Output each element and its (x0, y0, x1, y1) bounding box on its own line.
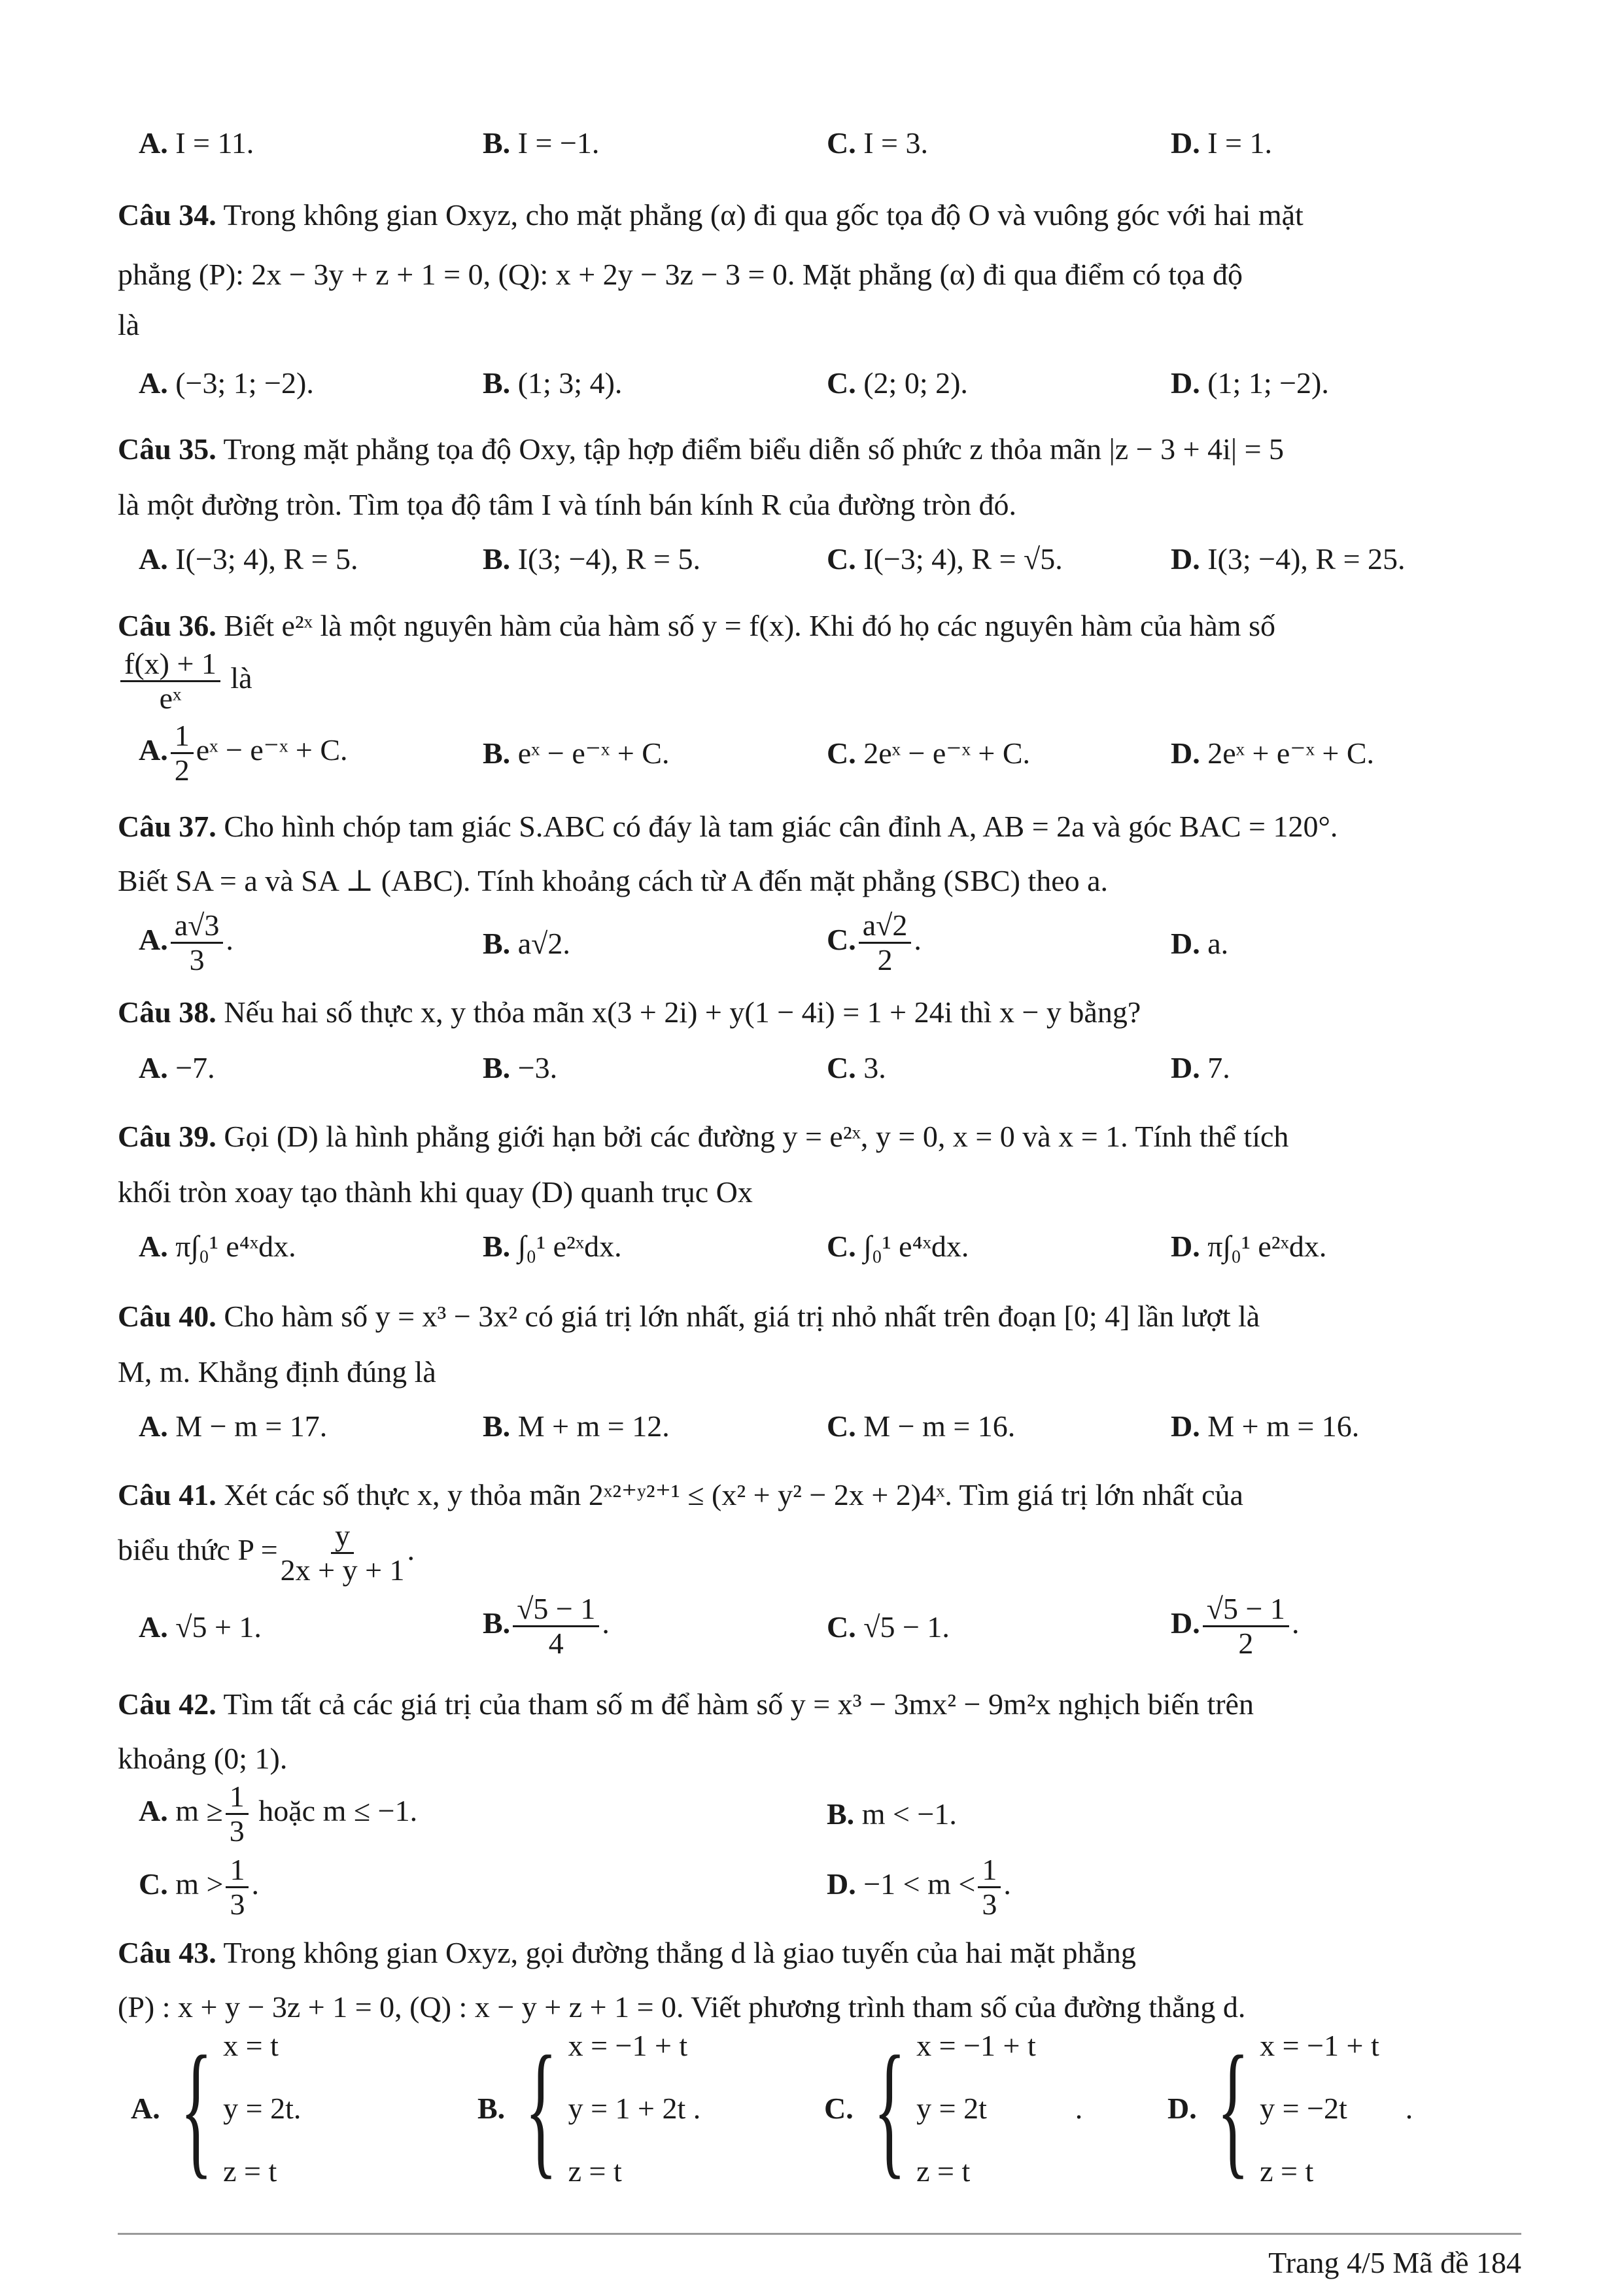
q39-line-1: Câu 39. Gọi (D) là hình phẳng giới hạn bởi các đường y = e²ˣ, y = 0, x = 0 và x = 1. Tính thể tích (118, 1120, 1289, 1153)
q42-line-1: Câu 42. Tìm tất cả các giá trị của tham số m để hàm số y = x³ − 3mx² − 9m²x nghịch biến trên (118, 1687, 1254, 1721)
brace-icon: { (873, 2025, 906, 2192)
q36-option-b: B. eˣ − e⁻ˣ + C. (483, 736, 670, 770)
q41-option-d: D. $\frac{√5 - 1}{2}$ . (1171, 1592, 1300, 1660)
q40-line-1: Câu 40. Cho hàm số y = x³ − 3x² có giá trị lớn nhất, giá trị nhỏ nhất trên đoạn [0; 4] lần lượt là (118, 1300, 1260, 1333)
q43-line-2: (P) : x + y − 3z + 1 = 0, (Q) : x − y + z + 1 = 0. Viết phương trình tham số của đường thẳng d. (118, 1990, 1246, 2024)
q35-option-c: C. I(−3; 4), R = √5. (827, 542, 1063, 576)
q39-option-d: D. π∫₀¹ e²ˣdx. (1171, 1230, 1327, 1263)
q40-line-2: M, m. Khẳng định đúng là (118, 1355, 436, 1389)
fraction: $\frac{y}{2x + y + 1}$ (280, 1519, 405, 1587)
q33-option-c: C. I = 3. (827, 126, 928, 160)
q41-option-a: A. √5 + 1. (139, 1610, 262, 1644)
q35-option-b: B. I(3; −4), R = 5. (483, 542, 700, 576)
q33-option-b: B. I = −1. (483, 126, 600, 160)
equation-system: C. { x = −1 + t y = 2t z = t . (824, 2025, 1083, 2192)
q39-option-c: C. ∫₀¹ e⁴ˣdx. (827, 1230, 969, 1263)
q35-option-a: A. I(−3; 4), R = 5. (139, 542, 358, 576)
q42-option-b: B. m < −1. (827, 1797, 957, 1831)
brace-icon: { (180, 2025, 213, 2192)
q37-option-b: B. a√2. (483, 927, 570, 960)
q43-option-d (1167, 2025, 1413, 2192)
q41-line-1: Câu 41. Xét các số thực x, y thỏa mãn 2ˣ²⁺ʸ²⁺¹ ≤ (x² + y² − 2x + 2)4ˣ. Tìm giá trị lớn nhất của (118, 1478, 1243, 1511)
page-footer: Trang 4/5 Mã đề 184 (1268, 2246, 1521, 2279)
q34-line-1: Câu 34. Trong không gian Oxyz, cho mặt phẳng (α) đi qua gốc tọa độ O và vuông góc với hai mặt (118, 198, 1304, 232)
q38-option-d: D. 7. (1171, 1051, 1230, 1084)
fraction: $\frac{1}{2}$ (171, 719, 194, 787)
equation-system: D. { x = −1 + t y = −2t z = t . (1167, 2025, 1413, 2192)
q43-option-c (824, 2025, 1083, 2192)
q42-option-c: C. m > $\frac{1}{3}$ . (139, 1853, 259, 1921)
q36-line-1: Câu 36. Biết e²ˣ là một nguyên hàm của hàm số y = f(x). Khi đó họ các nguyên hàm của hàm số (118, 609, 1275, 642)
fraction: $\frac{f(x) + 1}{\text{eˣ}}$ (120, 647, 220, 715)
q37-option-d: D. a. (1171, 927, 1229, 960)
q41-line-2: biểu thức P = $\frac{y}{2x + y + 1}$ . (118, 1519, 415, 1587)
q41-option-c: C. √5 − 1. (827, 1610, 950, 1644)
brace-icon: { (1217, 2025, 1249, 2192)
q36-option-a: A. $\frac{1}{2}$ eˣ − e⁻ˣ + C. (139, 719, 348, 787)
q38-line-1: Câu 38. Nếu hai số thực x, y thỏa mãn x(3 + 2i) + y(1 − 4i) = 1 + 24i thì x − y bằng? (118, 995, 1141, 1029)
fraction: $\frac{1}{3}$ (226, 1780, 249, 1848)
q34-line-3: là (118, 308, 140, 341)
q43-line-1: Câu 43. Trong không gian Oxyz, gọi đường thẳng d là giao tuyến của hai mặt phẳng (118, 1936, 1136, 1969)
fraction: $\frac{a√2}{2}$ (859, 909, 912, 976)
q35-line-2: là một đường tròn. Tìm tọa độ tâm I và tính bán kính R của đường tròn đó. (118, 488, 1016, 521)
q43-option-b (477, 2025, 701, 2192)
q36-option-d: D. 2eˣ + e⁻ˣ + C. (1171, 736, 1375, 770)
footer-divider (118, 2233, 1521, 2235)
equation-system: B. { x = −1 + t y = 1 + 2t . z = t (477, 2025, 701, 2192)
q43-option-a (131, 2025, 302, 2192)
q40-option-d: D. M + m = 16. (1171, 1409, 1360, 1443)
q40-option-a: A. M − m = 17. (139, 1409, 328, 1443)
q42-option-a: A. m ≥ $\frac{1}{3}$ hoặc m ≤ −1. (139, 1780, 418, 1848)
q37-option-c: C. $\frac{a√2}{2}$ . (827, 908, 922, 976)
fraction: $\frac{√5 - 1}{4}$ (513, 1593, 599, 1660)
equation-system: A. { x = t y = 2t. z = t (131, 2025, 302, 2192)
q34-line-2: phẳng (P): 2x − 3y + z + 1 = 0, (Q): x + 2y − 3z − 3 = 0. Mặt phẳng (α) đi qua điểm có tọa độ (118, 258, 1243, 291)
q39-option-b: B. ∫₀¹ e²ˣdx. (483, 1230, 622, 1263)
q36-line-2: $\frac{f(x) + 1}{\text{eˣ}}$ là (118, 647, 252, 715)
q40-option-b: B. M + m = 12. (483, 1409, 670, 1443)
fraction: $\frac{a√3}{3}$ (171, 909, 224, 976)
q36-option-c: C. 2eˣ − e⁻ˣ + C. (827, 736, 1031, 770)
fraction: $\frac{√5 - 1}{2}$ (1203, 1593, 1289, 1660)
q42-line-2: khoảng (0; 1). (118, 1742, 288, 1775)
q41-option-b: B. $\frac{√5 - 1}{4}$ . (483, 1592, 610, 1660)
q37-line-2: Biết SA = a và SA ⊥ (ABC). Tính khoảng cách từ A đến mặt phẳng (SBC) theo a. (118, 864, 1109, 897)
q34-option-c: C. (2; 0; 2). (827, 366, 968, 400)
fraction: $\frac{1}{3}$ (226, 1854, 249, 1921)
q37-option-a: A. $\frac{a√3}{3}$ . (139, 908, 233, 976)
q34-option-b: B. (1; 3; 4). (483, 366, 623, 400)
q34-option-a: A. (−3; 1; −2). (139, 366, 314, 400)
q39-option-a: A. π∫₀¹ e⁴ˣdx. (139, 1230, 296, 1263)
q42-option-d: D. −1 < m < $\frac{1}{3}$ . (827, 1853, 1011, 1921)
q33-option-a: A. I = 11. (139, 126, 254, 160)
q38-option-a: A. −7. (139, 1051, 215, 1084)
brace-icon: { (525, 2025, 558, 2192)
q33-option-d: D. I = 1. (1171, 126, 1272, 160)
q38-option-c: C. 3. (827, 1051, 886, 1084)
q38-option-b: B. −3. (483, 1051, 558, 1084)
q39-line-2: khối tròn xoay tạo thành khi quay (D) quanh trục Ox (118, 1175, 753, 1209)
q35-option-d: D. I(3; −4), R = 25. (1171, 542, 1406, 576)
q34-option-d: D. (1; 1; −2). (1171, 366, 1329, 400)
q40-option-c: C. M − m = 16. (827, 1409, 1016, 1443)
q37-line-1: Câu 37. Cho hình chóp tam giác S.ABC có đáy là tam giác cân đỉnh A, AB = 2a và góc BAC = 120°. (118, 810, 1338, 843)
q35-line-1: Câu 35. Trong mặt phẳng tọa độ Oxy, tập hợp điểm biểu diễn số phức z thỏa mãn |z − 3 + 4i| = 5 (118, 432, 1285, 466)
fraction: $\frac{1}{3}$ (978, 1854, 1001, 1921)
